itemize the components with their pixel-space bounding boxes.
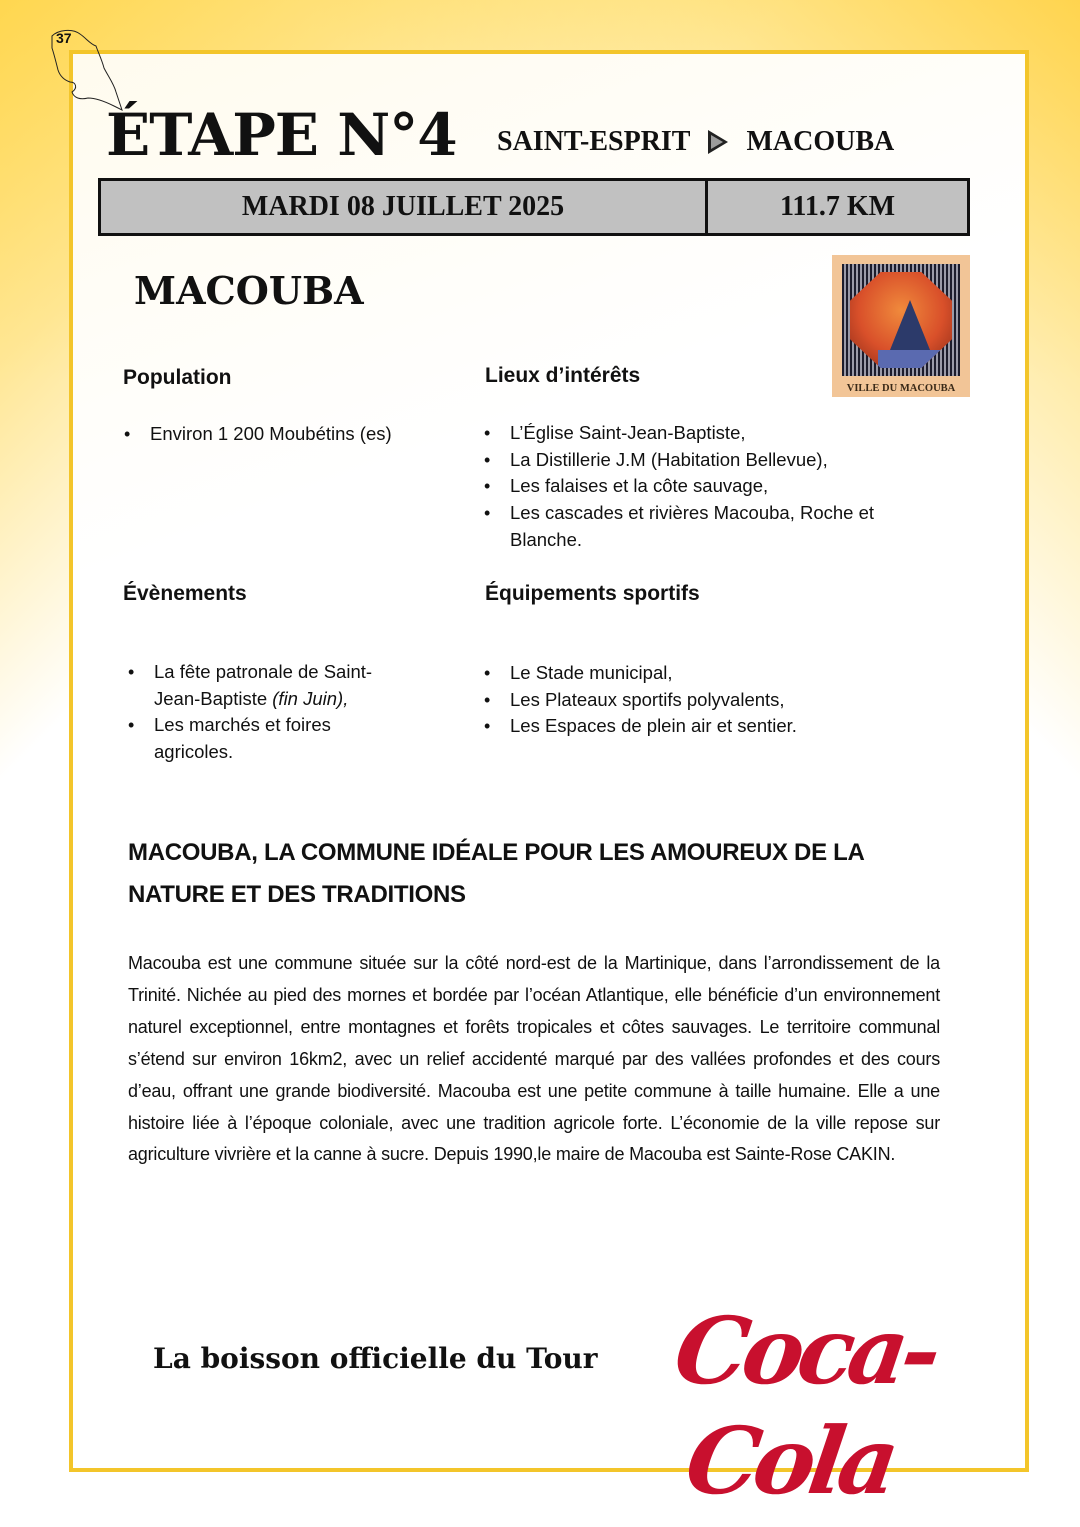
stage-distance: 111.7 KM [779,191,896,222]
church-icon [890,300,930,350]
list-item: • Environ 1 200 Moubétins (es) [124,421,454,448]
article-body: Macouba est une commune située sur la côté nord-est de la Martinique, dans l’arrondissement de la Trinité. Nichée au pied des mornes et bordée par l’océan Atlantique, elle bénéficie d’un environnement naturel exceptionnel, entre montagnes et forêts tropicales et côtes sauvages. Le territoire communal s’étend sur environ 16km2, avec un relief accidenté marqué par des vallées profondes et des cours d’eau, offrant une grande biodiversité. Macouba est une petite commune à taille humaine. Elle a une histoire liée à l’époque coloniale, avec une tradition agricole forte. L’économie de la ville repose sur agriculture vivrière et la canne à sucre. Depuis 1990,le maire de Macouba est Sainte-Rose CAKIN. [128,953,940,1165]
brand-name: Coca-Cola [668,1297,943,1515]
evenements-list [128,659,398,766]
list-item: • L’Église Saint-Jean-Baptiste, [484,420,884,447]
list-item: • Les cascades et rivières Macouba, Roche et Blanche. [484,500,884,553]
article-headline: MACOUBA, LA COMMUNE IDÉALE POUR LES AMOUREUX DE LA NATURE ET DES TRADITIONS [128,839,864,908]
route-start: SAINT-ESPRIT [497,126,691,157]
list-item: • Le Stade municipal, [484,660,904,687]
population-title: Population [123,366,232,389]
stage-date: MARDI 08 JUILLET 2025 [101,181,708,233]
sponsor-tagline: La boisson officielle du Tour [153,1342,598,1375]
list-item: • La Distillerie J.M (Habitation Bellevue), [484,447,884,474]
list-item [128,712,398,765]
stage-info-bar [98,178,970,236]
route [497,126,894,158]
population-list [124,421,454,448]
list-item: • Les Plateaux sportifs polyvalents, [484,687,904,714]
evenements-title: Évènements [123,582,247,605]
lieux-list [484,420,884,554]
list-item-text: La fête patronale de Saint-Jean-Baptiste [154,661,373,709]
play-arrow-icon [708,130,728,154]
town-name: MACOUBA [134,268,364,313]
town-crest-image [832,255,970,397]
list-item: • Les Espaces de plein air et sentier. [484,713,904,740]
crest-octagon [850,272,952,368]
equipements-title: Équipements sportifs [485,582,700,605]
coca-cola-logo [610,1296,985,1515]
crest-label: VILLE DU MACOUBA [846,383,956,394]
lieux-title: Lieux d’intérêts [485,364,641,387]
list-item [128,659,398,712]
route-end: MACOUBA [746,126,895,157]
equipements-list [484,660,904,740]
list-item-text: Les marchés et foires agricoles. [154,714,331,763]
list-item: • Les falaises et la côte sauvage, [484,473,884,500]
page-number: 37 [56,30,72,46]
crest-emblem [842,264,960,376]
crest-base [878,350,942,368]
list-item-emphasis: (fin Juin), [272,687,349,709]
stage-title: ÉTAPE N°4 [106,101,457,169]
